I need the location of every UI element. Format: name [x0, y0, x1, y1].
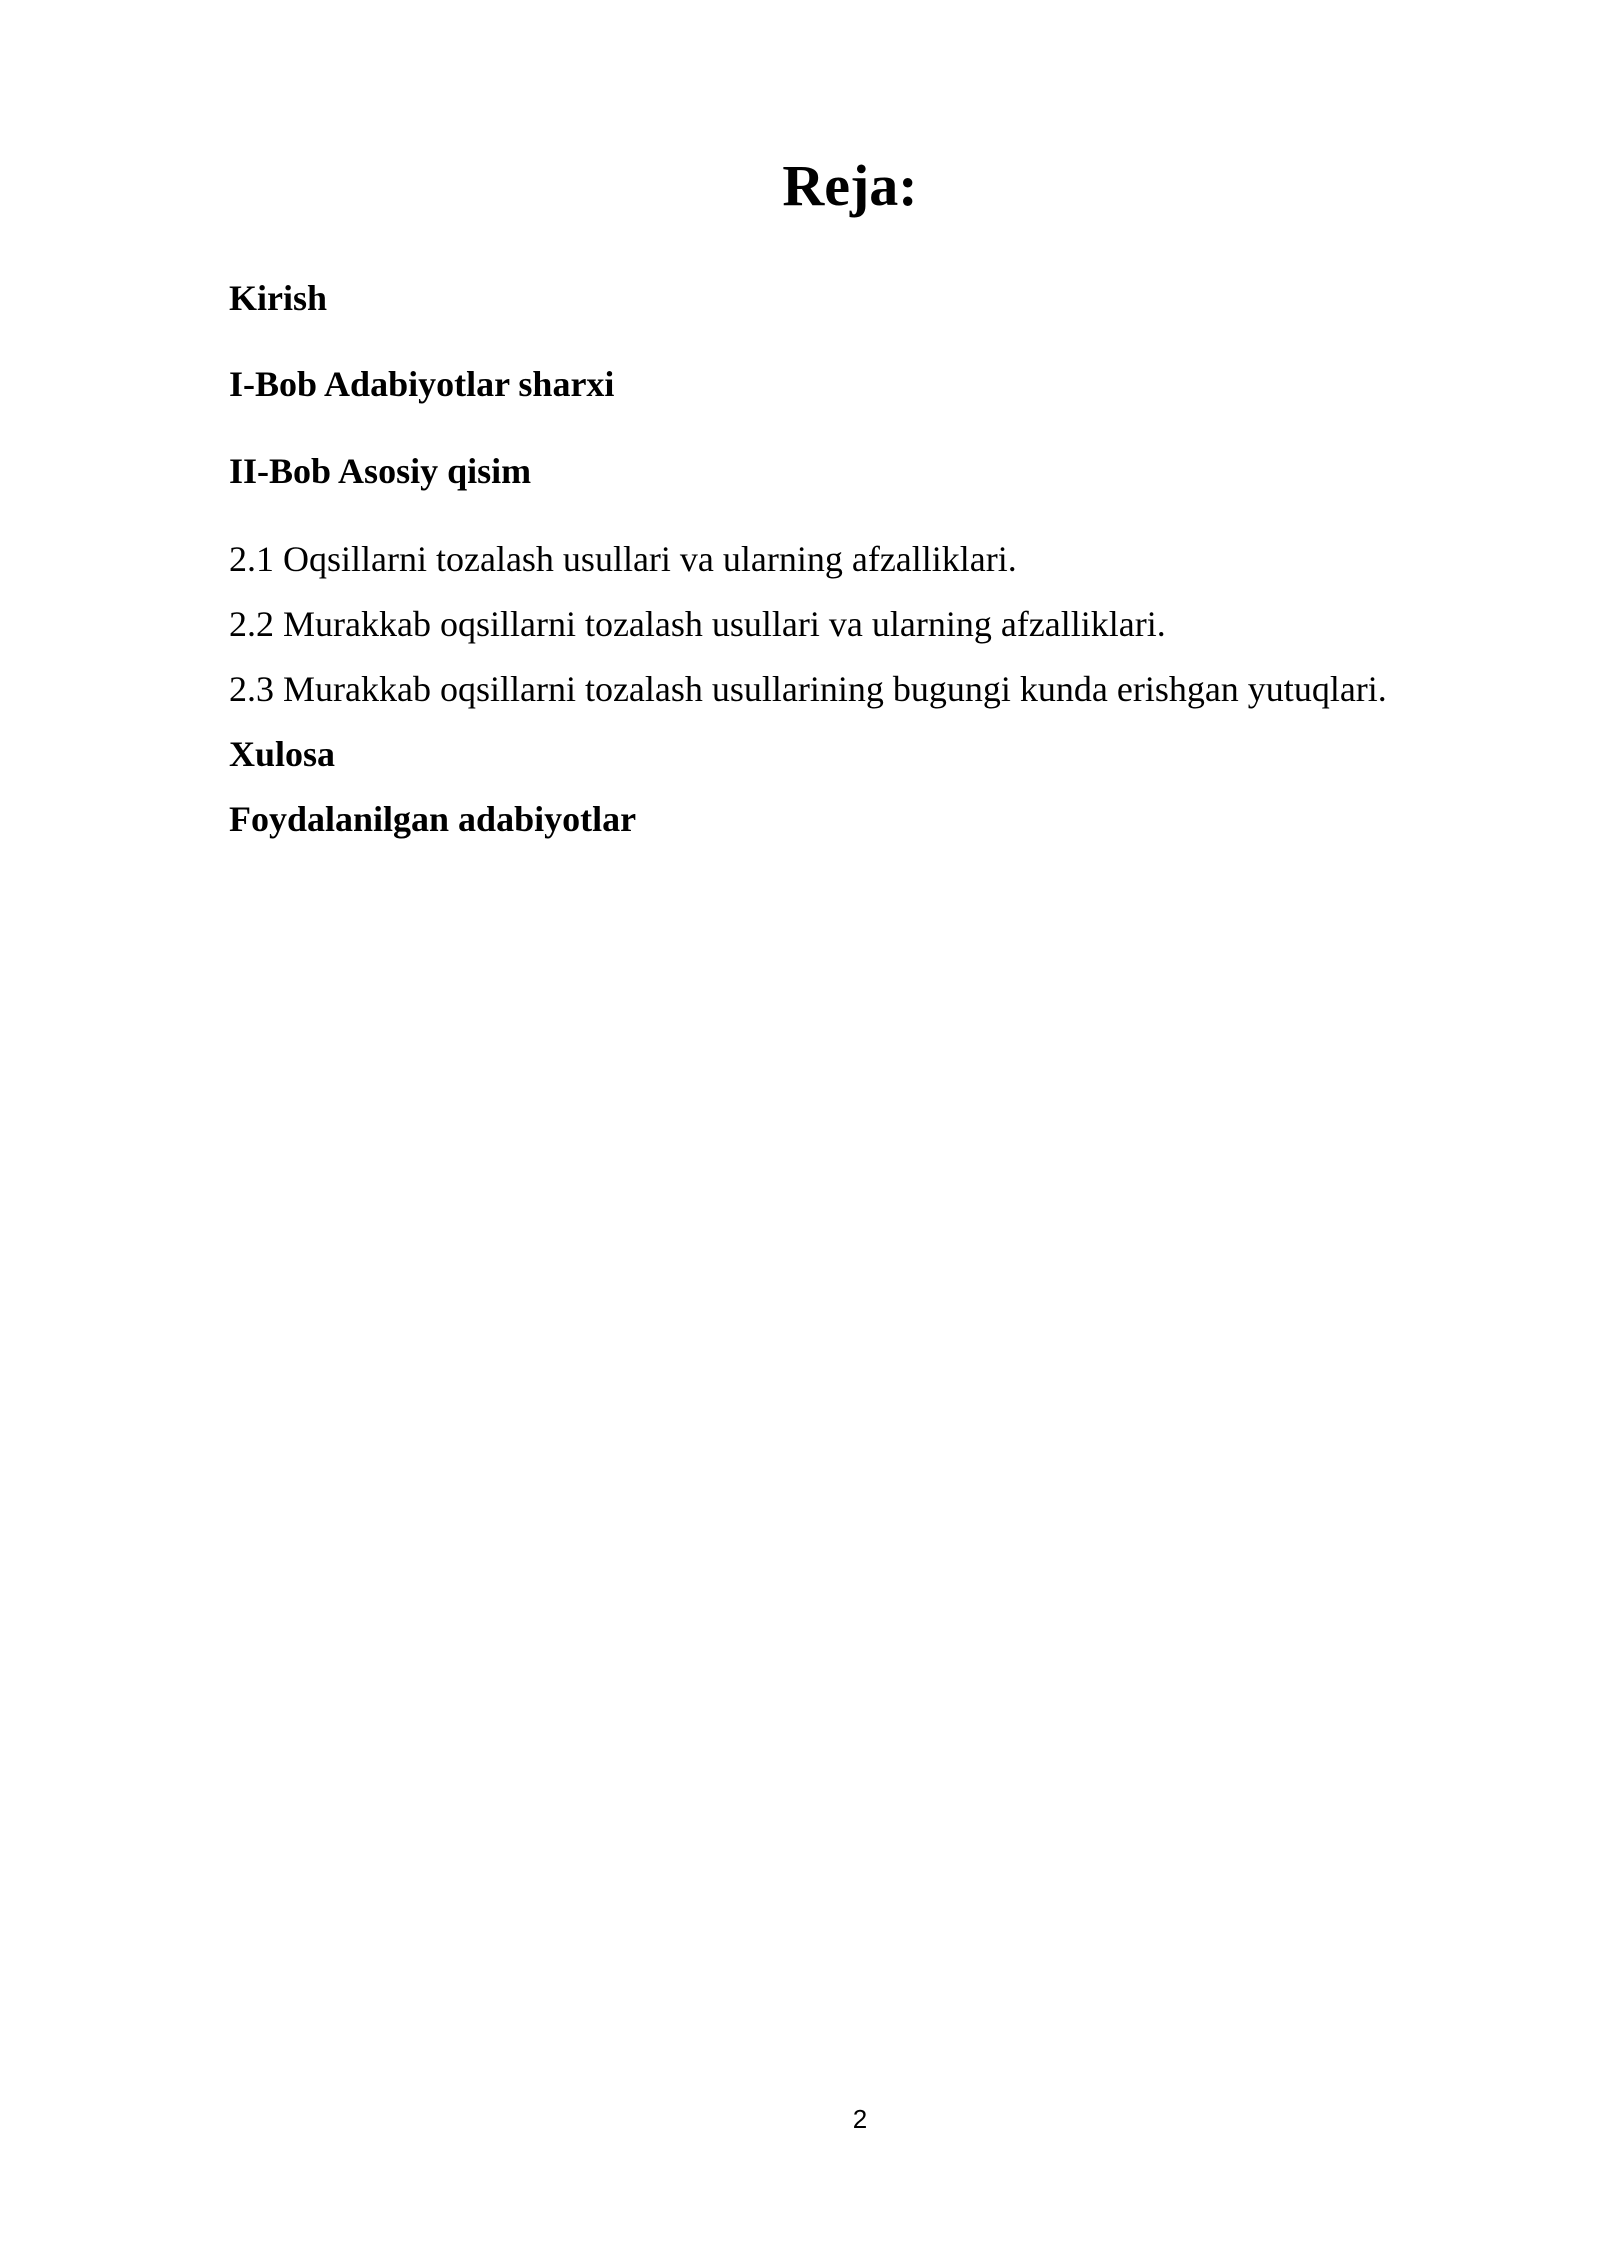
toc-section-2-2: 2.2 Murakkab oqsillarni tozalash usullari va ularning afzalliklari. — [229, 604, 1166, 644]
toc-references: Foydalanilgan adabiyotlar — [229, 799, 637, 839]
toc-section-2-1: 2.1 Oqsillarni tozalash usullari va ularning afzalliklari. — [229, 539, 1017, 579]
toc-conclusion: Xulosa — [229, 734, 336, 774]
toc-chapter-1: I-Bob Adabiyotlar sharxi — [229, 364, 615, 404]
toc-chapter-2: II-Bob Asosiy qisim — [229, 451, 532, 491]
toc-introduction: Kirish — [229, 278, 328, 318]
page-number: 2 — [852, 2104, 868, 2134]
page-title: Reja: — [782, 153, 918, 218]
toc-section-2-3: 2.3 Murakkab oqsillarni tozalash usullarining bugungi kunda erishgan yutuqlari. — [229, 669, 1387, 709]
